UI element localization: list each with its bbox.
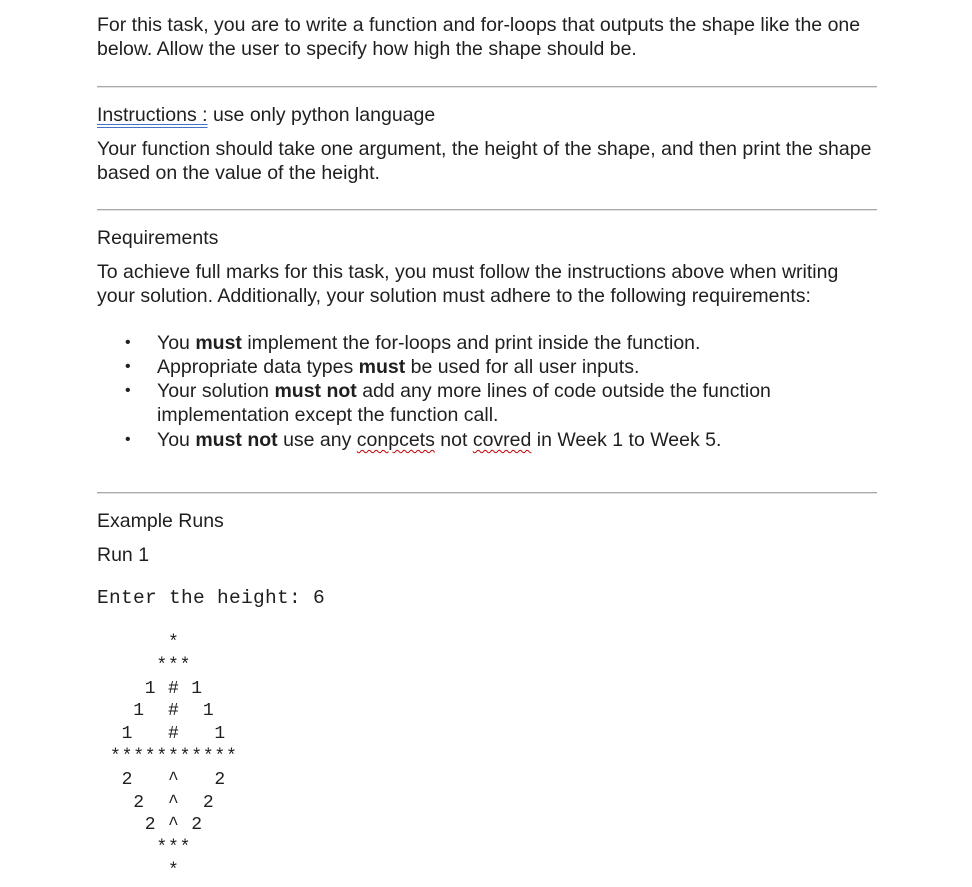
shape-line: *********** <box>110 746 238 767</box>
shape-output <box>110 632 238 883</box>
shape-line: *** <box>110 655 192 676</box>
requirement-item: • You must not use any conpcets not covred in Week 1 to Week 5. <box>97 428 837 452</box>
function-description: Your function should take one argument, the height of the shape, and then print the shape based on the value of the height. <box>97 138 872 184</box>
shape-line: *** <box>110 838 192 859</box>
instructions-text: use only python language <box>207 104 436 126</box>
shape-line: * <box>110 633 180 653</box>
run-label: Run 1 <box>97 544 150 566</box>
shape-line: 1 # 1 <box>110 724 227 745</box>
requirement-item: • Appropriate data types must be used for all user inputs. <box>97 355 837 379</box>
divider <box>97 492 877 494</box>
input-prompt: Enter the height: 6 <box>97 587 326 609</box>
instructions-label: Instructions : <box>97 104 208 126</box>
divider <box>97 86 877 88</box>
instructions-line <box>97 103 877 127</box>
requirements-intro: To achieve full marks for this task, you must follow the instructions above when writing your solution. Additionally, your solution must adhere to the following requirements: <box>97 261 839 307</box>
requirement-item: • Your solution must not add any more lines of code outside the function implementation except the function call. <box>97 379 837 427</box>
shape-line: * <box>110 860 180 881</box>
shape-line: 2 ^ 2 <box>110 792 215 813</box>
divider <box>97 209 877 211</box>
shape-line: 2 ^ 2 <box>110 815 203 836</box>
shape-line: 2 ^ 2 <box>110 769 227 790</box>
task-intro: For this task, you are to write a function and for-loops that outputs the shape like the one below. Allow the user to specify how high the shape should be. <box>97 14 861 60</box>
spelling-error[interactable]: conpcets <box>356 429 435 451</box>
shape-line: 1 # 1 <box>110 701 215 722</box>
shape-line: 1 # 1 <box>110 678 203 699</box>
spelling-error[interactable]: covred <box>472 429 532 451</box>
requirement-item: • You must implement the for-loops and print inside the function. <box>97 331 837 355</box>
example-runs-heading: Example Runs <box>97 510 224 532</box>
requirements-heading: Requirements <box>97 227 219 249</box>
requirements-list <box>97 331 837 452</box>
